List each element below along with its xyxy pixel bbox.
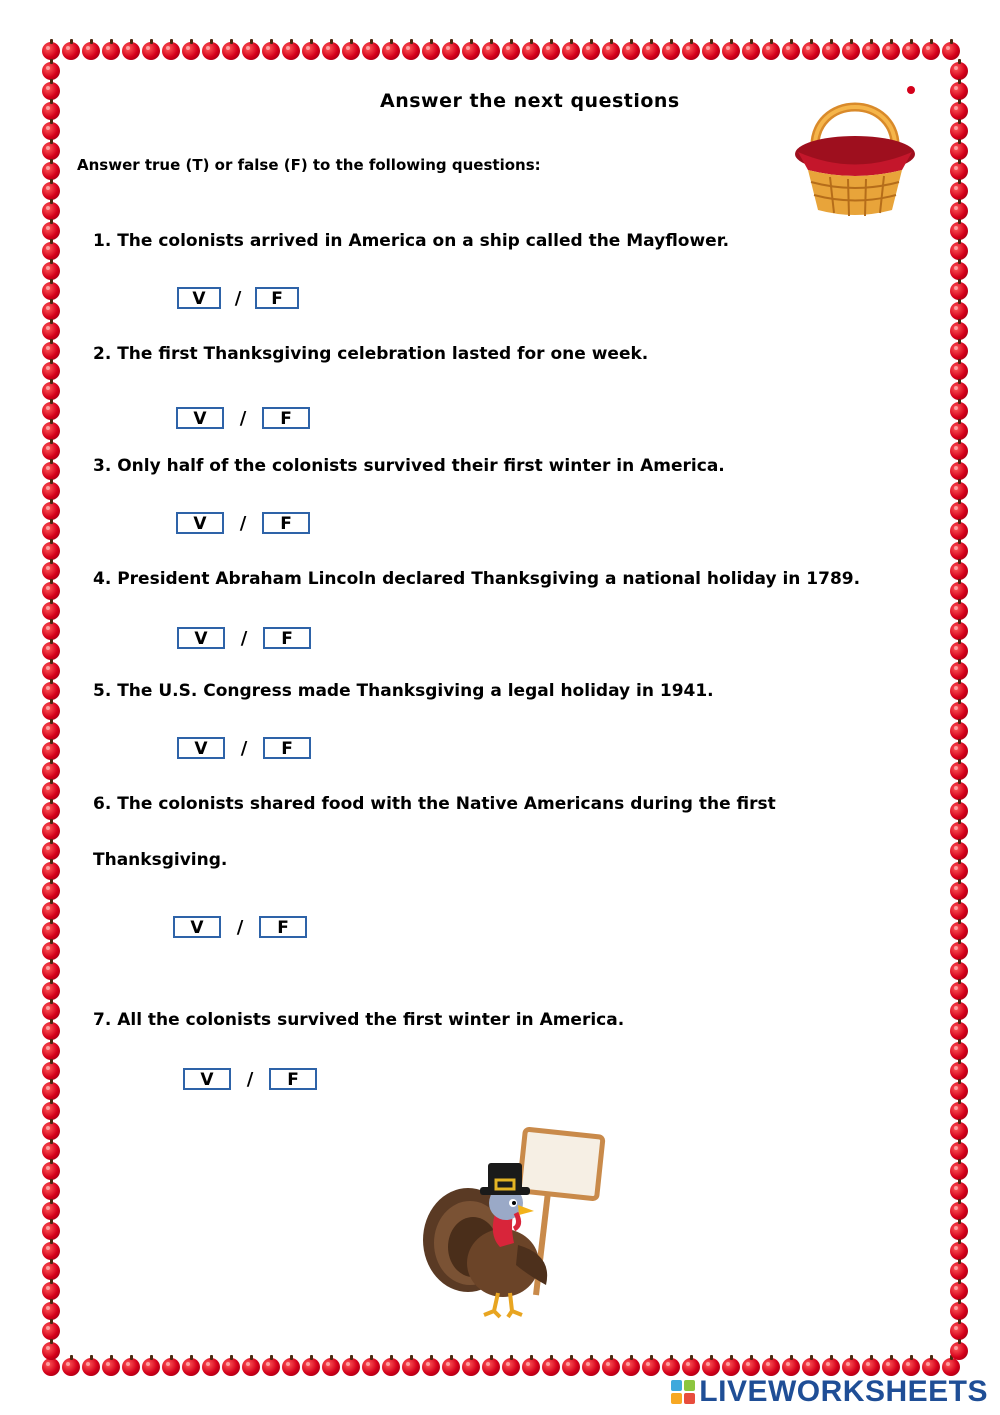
separator: /	[234, 287, 242, 309]
apple-border-icon	[662, 1358, 680, 1376]
apple-border-icon	[362, 42, 380, 60]
apple-border-icon	[222, 1358, 240, 1376]
apple-border-icon	[42, 722, 60, 740]
apple-border-icon	[42, 582, 60, 600]
apple-border-icon	[950, 202, 968, 220]
false-option[interactable]: F	[269, 1068, 317, 1090]
apple-border-icon	[950, 982, 968, 1000]
apple-border-icon	[82, 1358, 100, 1376]
apple-border-icon	[262, 42, 280, 60]
apple-border-icon	[42, 462, 60, 480]
apple-border-icon	[950, 82, 968, 100]
apple-border-icon	[950, 342, 968, 360]
apple-border-icon	[950, 1062, 968, 1080]
apple-border-icon	[42, 342, 60, 360]
apple-border-icon	[502, 42, 520, 60]
apple-border-icon	[950, 802, 968, 820]
apple-border-icon	[702, 1358, 720, 1376]
apple-border-icon	[42, 1202, 60, 1220]
apple-border-icon	[950, 502, 968, 520]
apple-border-icon	[102, 42, 120, 60]
apple-border-icon	[582, 42, 600, 60]
apple-border-icon	[950, 1162, 968, 1180]
apple-border-icon	[662, 42, 680, 60]
question-5: 5. The U.S. Congress made Thanksgiving a legal holiday in 1941.	[93, 681, 714, 701]
apple-border-icon	[902, 1358, 920, 1376]
apple-border-icon	[42, 1282, 60, 1300]
apple-border-icon	[42, 762, 60, 780]
apple-border-icon	[42, 202, 60, 220]
apple-border-icon	[522, 1358, 540, 1376]
apple-border-icon	[42, 222, 60, 240]
apple-border-icon	[502, 1358, 520, 1376]
apple-border-icon	[602, 1358, 620, 1376]
apple-border-icon	[422, 42, 440, 60]
apple-border-icon	[42, 422, 60, 440]
separator: /	[239, 407, 247, 429]
apple-border-icon	[950, 882, 968, 900]
liveworksheets-logo-icon	[671, 1380, 695, 1404]
apple-border-icon	[42, 522, 60, 540]
apple-border-icon	[42, 1022, 60, 1040]
apple-border-icon	[42, 562, 60, 580]
apple-border-icon	[42, 622, 60, 640]
apple-border-icon	[62, 42, 80, 60]
basket-icon	[790, 82, 920, 217]
apple-border-icon	[902, 42, 920, 60]
apple-border-icon	[950, 662, 968, 680]
apple-border-icon	[950, 122, 968, 140]
apple-border-icon	[202, 1358, 220, 1376]
apple-border-icon	[950, 182, 968, 200]
separator: /	[240, 737, 248, 759]
apple-border-icon	[542, 1358, 560, 1376]
false-option[interactable]: F	[255, 287, 299, 309]
apple-border-icon	[722, 42, 740, 60]
apple-border-icon	[242, 1358, 260, 1376]
apple-border-icon	[42, 1182, 60, 1200]
apple-border-icon	[42, 1102, 60, 1120]
apple-border-icon	[42, 1002, 60, 1020]
apple-border-icon	[42, 102, 60, 120]
apple-border-icon	[42, 822, 60, 840]
apple-border-icon	[950, 302, 968, 320]
apple-border-icon	[302, 42, 320, 60]
apple-border-icon	[950, 1142, 968, 1160]
apple-border-icon	[842, 42, 860, 60]
apple-border-icon	[482, 42, 500, 60]
apple-border-icon	[950, 1042, 968, 1060]
apple-border-icon	[42, 402, 60, 420]
apple-border-icon	[42, 682, 60, 700]
apple-border-icon	[950, 62, 968, 80]
apple-border-icon	[950, 822, 968, 840]
apple-border-icon	[582, 1358, 600, 1376]
apple-border-icon	[950, 582, 968, 600]
apple-border-icon	[950, 1342, 968, 1360]
apple-border-icon	[950, 622, 968, 640]
apple-border-icon	[442, 1358, 460, 1376]
answer-row-1	[177, 285, 299, 311]
question-2: 2. The first Thanksgiving celebration lasted for one week.	[93, 344, 649, 364]
question-7: 7. All the colonists survived the first winter in America.	[93, 1010, 625, 1030]
apple-border-icon	[42, 1082, 60, 1100]
apple-border-icon	[950, 542, 968, 560]
apple-border-icon	[42, 1062, 60, 1080]
apple-border-icon	[822, 1358, 840, 1376]
apple-border-icon	[862, 1358, 880, 1376]
apple-border-icon	[922, 1358, 940, 1376]
apple-border-icon	[482, 1358, 500, 1376]
apple-border-icon	[462, 42, 480, 60]
true-option[interactable]: V	[177, 287, 221, 309]
apple-border-icon	[802, 1358, 820, 1376]
apple-border-icon	[950, 1222, 968, 1240]
apple-border-icon	[402, 42, 420, 60]
apple-border-icon	[950, 222, 968, 240]
apple-border-icon	[42, 1222, 60, 1240]
answer-row-2	[176, 405, 310, 431]
apple-border-icon	[42, 1302, 60, 1320]
apple-border-icon	[742, 1358, 760, 1376]
apple-border-icon	[42, 442, 60, 460]
true-option[interactable]: V	[176, 407, 224, 429]
apple-border-icon	[562, 42, 580, 60]
apple-border-icon	[42, 162, 60, 180]
false-option[interactable]: F	[262, 407, 310, 429]
apple-border-icon	[602, 42, 620, 60]
apple-border-icon	[950, 1322, 968, 1340]
apple-border-icon	[42, 302, 60, 320]
question-1: 1. The colonists arrived in America on a ship called the Mayflower.	[93, 231, 730, 251]
apple-border-icon	[42, 862, 60, 880]
apple-border-icon	[162, 1358, 180, 1376]
apple-border-icon	[282, 1358, 300, 1376]
apple-border-icon	[262, 1358, 280, 1376]
apple-border-icon	[950, 442, 968, 460]
apple-border-icon	[42, 382, 60, 400]
apple-border-icon	[950, 642, 968, 660]
pilgrim-turkey-icon	[418, 1125, 613, 1320]
apple-border-icon	[42, 502, 60, 520]
apple-border-icon	[42, 1358, 60, 1376]
apple-border-icon	[950, 1242, 968, 1260]
apple-border-icon	[222, 42, 240, 60]
apple-border-icon	[182, 1358, 200, 1376]
apple-border-icon	[42, 242, 60, 260]
apple-border-icon	[862, 42, 880, 60]
apple-border-icon	[462, 1358, 480, 1376]
separator: /	[236, 916, 244, 938]
apple-border-icon	[950, 402, 968, 420]
answer-row-3	[176, 510, 310, 536]
apple-border-icon	[282, 42, 300, 60]
apple-border-icon	[950, 1202, 968, 1220]
apple-border-icon	[950, 942, 968, 960]
apple-border-icon	[42, 922, 60, 940]
apple-border-icon	[342, 1358, 360, 1376]
answer-row-6	[173, 914, 307, 940]
apple-border-icon	[922, 42, 940, 60]
apple-border-icon	[622, 42, 640, 60]
apple-border-icon	[562, 1358, 580, 1376]
apple-border-icon	[682, 42, 700, 60]
apple-border-icon	[42, 362, 60, 380]
false-option[interactable]: F	[262, 512, 310, 534]
apple-border-icon	[42, 602, 60, 620]
apple-border-icon	[882, 1358, 900, 1376]
apple-border-icon	[722, 1358, 740, 1376]
apple-border-icon	[950, 1302, 968, 1320]
apple-border-icon	[42, 802, 60, 820]
apple-border-icon	[950, 1082, 968, 1100]
apple-border-icon	[950, 762, 968, 780]
apple-border-icon	[642, 1358, 660, 1376]
apple-border-icon	[342, 42, 360, 60]
apple-border-icon	[42, 42, 60, 60]
apple-border-icon	[950, 242, 968, 260]
apple-border-icon	[950, 282, 968, 300]
apple-border-icon	[950, 162, 968, 180]
true-option[interactable]: V	[177, 627, 225, 649]
apple-border-icon	[42, 1142, 60, 1160]
apple-border-icon	[382, 1358, 400, 1376]
apple-border-icon	[62, 1358, 80, 1376]
answer-row-7	[183, 1066, 317, 1092]
apple-border-icon	[162, 42, 180, 60]
apple-border-icon	[950, 422, 968, 440]
apple-border-icon	[950, 522, 968, 540]
false-option[interactable]: F	[259, 916, 307, 938]
apple-border-icon	[42, 1342, 60, 1360]
apple-border-icon	[182, 42, 200, 60]
separator: /	[239, 512, 247, 534]
apple-border-icon	[950, 462, 968, 480]
apple-border-icon	[362, 1358, 380, 1376]
apple-border-icon	[950, 1002, 968, 1020]
apple-border-icon	[42, 482, 60, 500]
false-option[interactable]: F	[263, 627, 311, 649]
true-option[interactable]: V	[177, 737, 225, 759]
apple-border-icon	[42, 1122, 60, 1140]
instructions: Answer true (T) or false (F) to the following questions:	[77, 156, 541, 174]
apple-border-icon	[42, 962, 60, 980]
apple-border-icon	[782, 42, 800, 60]
separator: /	[246, 1068, 254, 1090]
apple-border-icon	[642, 42, 660, 60]
apple-border-icon	[950, 262, 968, 280]
apple-border-icon	[382, 42, 400, 60]
separator: /	[240, 627, 248, 649]
apple-border-icon	[42, 782, 60, 800]
apple-border-icon	[950, 1262, 968, 1280]
question-6: 6. The colonists shared food with the Native Americans during the first	[93, 794, 776, 814]
apple-border-icon	[322, 42, 340, 60]
apple-border-icon	[242, 42, 260, 60]
false-option[interactable]: F	[263, 737, 311, 759]
apple-border-icon	[42, 642, 60, 660]
apple-border-icon	[682, 1358, 700, 1376]
apple-border-icon	[950, 1102, 968, 1120]
question-6-continued: Thanksgiving.	[93, 850, 228, 870]
apple-border-icon	[42, 1042, 60, 1060]
apple-border-icon	[42, 882, 60, 900]
apple-border-icon	[42, 982, 60, 1000]
apple-border-icon	[942, 42, 960, 60]
apple-border-icon	[950, 142, 968, 160]
apple-border-icon	[950, 102, 968, 120]
apple-border-icon	[42, 322, 60, 340]
apple-border-icon	[522, 42, 540, 60]
apple-border-icon	[950, 922, 968, 940]
question-3: 3. Only half of the colonists survived their first winter in America.	[93, 456, 725, 476]
apple-border-icon	[950, 482, 968, 500]
apple-border-icon	[950, 1182, 968, 1200]
apple-border-icon	[822, 42, 840, 60]
apple-border-icon	[42, 122, 60, 140]
apple-border-icon	[950, 562, 968, 580]
apple-border-icon	[42, 182, 60, 200]
apple-border-icon	[622, 1358, 640, 1376]
apple-border-icon	[950, 322, 968, 340]
true-option[interactable]: V	[173, 916, 221, 938]
apple-border-icon	[42, 662, 60, 680]
apple-border-icon	[842, 1358, 860, 1376]
apple-border-icon	[42, 1242, 60, 1260]
apple-border-icon	[950, 902, 968, 920]
apple-border-icon	[42, 742, 60, 760]
apple-border-icon	[782, 1358, 800, 1376]
apple-border-icon	[42, 1262, 60, 1280]
apple-border-icon	[42, 262, 60, 280]
apple-border-icon	[202, 42, 220, 60]
apple-border-icon	[102, 1358, 120, 1376]
answer-row-5	[177, 735, 311, 761]
apple-border-icon	[122, 1358, 140, 1376]
apple-border-icon	[322, 1358, 340, 1376]
liveworksheets-logo	[671, 1375, 988, 1409]
apple-border-icon	[950, 1122, 968, 1140]
apple-border-icon	[42, 62, 60, 80]
apple-border-icon	[950, 382, 968, 400]
question-4: 4. President Abraham Lincoln declared Thanksgiving a national holiday in 1789.	[93, 569, 861, 589]
apple-border-icon	[42, 542, 60, 560]
apple-border-icon	[82, 42, 100, 60]
apple-border-icon	[950, 702, 968, 720]
apple-border-icon	[950, 962, 968, 980]
apple-border-icon	[42, 1322, 60, 1340]
apple-border-icon	[402, 1358, 420, 1376]
page-title: Answer the next questions	[380, 90, 680, 112]
true-option[interactable]: V	[183, 1068, 231, 1090]
apple-border-icon	[950, 862, 968, 880]
apple-border-icon	[702, 42, 720, 60]
apple-border-icon	[122, 42, 140, 60]
apple-border-icon	[950, 1282, 968, 1300]
apple-border-icon	[42, 82, 60, 100]
apple-border-icon	[442, 42, 460, 60]
apple-border-icon	[42, 842, 60, 860]
answer-row-4	[177, 625, 311, 651]
true-option[interactable]: V	[176, 512, 224, 534]
apple-border-icon	[302, 1358, 320, 1376]
apple-border-icon	[802, 42, 820, 60]
apple-border-icon	[950, 842, 968, 860]
apple-border-icon	[42, 902, 60, 920]
apple-border-icon	[42, 282, 60, 300]
apple-border-icon	[422, 1358, 440, 1376]
apple-border-icon	[742, 42, 760, 60]
apple-border-icon	[42, 702, 60, 720]
apple-border-icon	[882, 42, 900, 60]
apple-border-icon	[950, 362, 968, 380]
apple-border-icon	[542, 42, 560, 60]
apple-border-icon	[950, 782, 968, 800]
apple-border-icon	[950, 682, 968, 700]
apple-border-icon	[762, 1358, 780, 1376]
apple-border-icon	[142, 1358, 160, 1376]
apple-border-icon	[950, 742, 968, 760]
apple-border-icon	[950, 722, 968, 740]
apple-border-icon	[950, 1022, 968, 1040]
apple-border-icon	[42, 1162, 60, 1180]
apple-border-icon	[942, 1358, 960, 1376]
apple-border-icon	[950, 602, 968, 620]
apple-border-icon	[42, 142, 60, 160]
logo-text: LIVEWORKSHEETS	[699, 1375, 988, 1408]
apple-border-icon	[42, 942, 60, 960]
apple-border-icon	[762, 42, 780, 60]
apple-border-icon	[142, 42, 160, 60]
